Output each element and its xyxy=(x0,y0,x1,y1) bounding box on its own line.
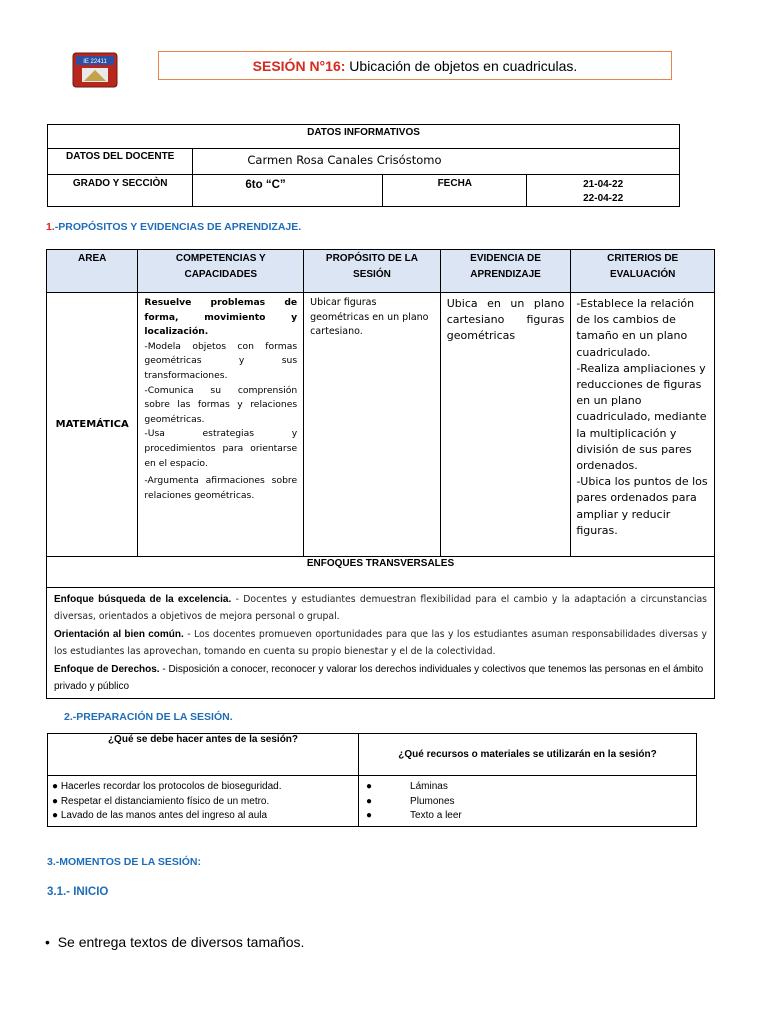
grado-value: 6to “C” xyxy=(193,175,383,207)
section2-title: 2.-PREPARACIÓN DE LA SESIÓN. xyxy=(64,711,233,723)
fecha-values xyxy=(527,175,680,207)
capacidad-item: -Modela objetos con formas geométricas y sus transformaciones. xyxy=(144,340,298,381)
recursos-cell xyxy=(359,776,697,827)
header-proposito: PROPÓSITO DE LA SESIÓN xyxy=(304,250,441,293)
logo-text: IE 22411 xyxy=(83,59,107,65)
bullet-icon: • xyxy=(45,934,50,950)
grado-label: GRADO Y SECCIÒN xyxy=(48,175,193,207)
fecha-1: 21-04-22 xyxy=(583,179,624,190)
col2-header: ¿Qué recursos o materiales se utilizarán en la sesión? xyxy=(359,734,697,776)
capacidad-item: -Usa estrategias y procedimientos para orientarse en el espacio. xyxy=(144,428,298,469)
header-area: AREA xyxy=(47,250,138,293)
evidencia-cell: Ubica en un plano cartesiano figuras geométricas xyxy=(440,293,571,557)
section1-title: 1.-PROPÓSITOS Y EVIDENCIAS DE APRENDIZAJE. xyxy=(46,221,302,233)
session-number: SESIÓN N°16: xyxy=(252,58,346,74)
fecha-label: FECHA xyxy=(383,175,527,207)
antes-item: ● Hacerles recordar los protocolos de bioseguridad. xyxy=(52,781,282,792)
header-criterios: CRITERIOS DE EVALUACIÓN xyxy=(571,250,715,293)
antes-cell xyxy=(48,776,359,827)
datos-title: DATOS INFORMATIVOS xyxy=(48,125,680,149)
recurso-item: ● Texto a leer xyxy=(366,810,462,821)
docente-label: DATOS DEL DOCENTE xyxy=(48,149,193,175)
propositos-table xyxy=(46,249,715,699)
enfoques-cell xyxy=(47,588,715,699)
school-logo xyxy=(72,52,118,88)
area-cell: MATEMÁTICA xyxy=(47,293,138,557)
antes-item: ● Respetar el distanciamiento físico de un metro. xyxy=(52,795,270,807)
criterio-item: -Realiza ampliaciones y reducciones de figuras en un plano cuadriculado, mediante la multiplicación y división de sus pares ordenados. xyxy=(576,361,707,473)
capacidad-item: -Comunica su comprensión sobre las formas y relaciones geométricas. xyxy=(144,384,298,425)
criterio-item: -Ubica los puntos de los pares ordenados para ampliar y reducir figuras. xyxy=(576,475,708,537)
section3-subtitle: 3.1.- INICIO xyxy=(47,886,109,898)
recurso-item: ● Plumones xyxy=(366,795,455,807)
fecha-2: 22-04-22 xyxy=(583,193,624,204)
proposito-cell: Ubicar figuras geométricas en un plano cartesiano. xyxy=(304,293,441,557)
header-competencias: COMPETENCIAS Y CAPACIDADES xyxy=(138,250,304,293)
enfoque-item: Orientación al bien común. - Los docentes promueven oportunidades para que las y los estudiantes asuman responsabilidades diversas y los estudiantes las aprovechan, tomando en cuenta su propio bienestar y el de la colectividad. xyxy=(54,628,707,658)
section1-number: 1. xyxy=(46,221,55,233)
competencia-title: Resuelve problemas de forma, movimiento y localización. xyxy=(144,297,298,338)
datos-informativos-table xyxy=(47,124,680,207)
inicio-bullet: • Se entrega textos de diversos tamaños. xyxy=(45,934,305,950)
preparacion-table xyxy=(47,733,697,827)
competencias-cell xyxy=(138,293,304,557)
enfoque-item: Enfoque de Derechos. - Disposición a conocer, reconocer y valorar los derechos individuales y colectivos que tenemos las personas en el ámbito privado y público xyxy=(54,663,704,693)
criterio-item: -Establece la relación de los cambios de tamaño en un plano cuadriculado. xyxy=(576,297,695,359)
docente-value: Carmen Rosa Canales Crisóstomo xyxy=(193,149,680,175)
col1-header: ¿Qué se debe hacer antes de la sesión? xyxy=(48,734,359,776)
enfoque-item: Enfoque búsqueda de la excelencia. - Docentes y estudiantes demuestran flexibilidad para el cambio y la adaptación a circunstancias diversas, orientados a objetivos de mejora personal o grupal. xyxy=(54,594,707,623)
capacidad-item: -Argumenta afirmaciones sobre relaciones geométricas. xyxy=(144,475,298,501)
recurso-item: ● Láminas xyxy=(366,781,448,792)
header-evidencia: EVIDENCIA DE APRENDIZAJE xyxy=(440,250,571,293)
criterios-cell xyxy=(571,293,715,557)
antes-item: ● Lavado de las manos antes del ingreso al aula xyxy=(52,810,268,821)
session-title: Ubicación de objetos en cuadriculas. xyxy=(345,58,578,74)
session-title-box xyxy=(158,51,672,80)
enfoques-title: ENFOQUES TRANSVERSALES xyxy=(47,557,715,588)
section3-title: 3.-MOMENTOS DE LA SESIÓN: xyxy=(47,856,202,868)
